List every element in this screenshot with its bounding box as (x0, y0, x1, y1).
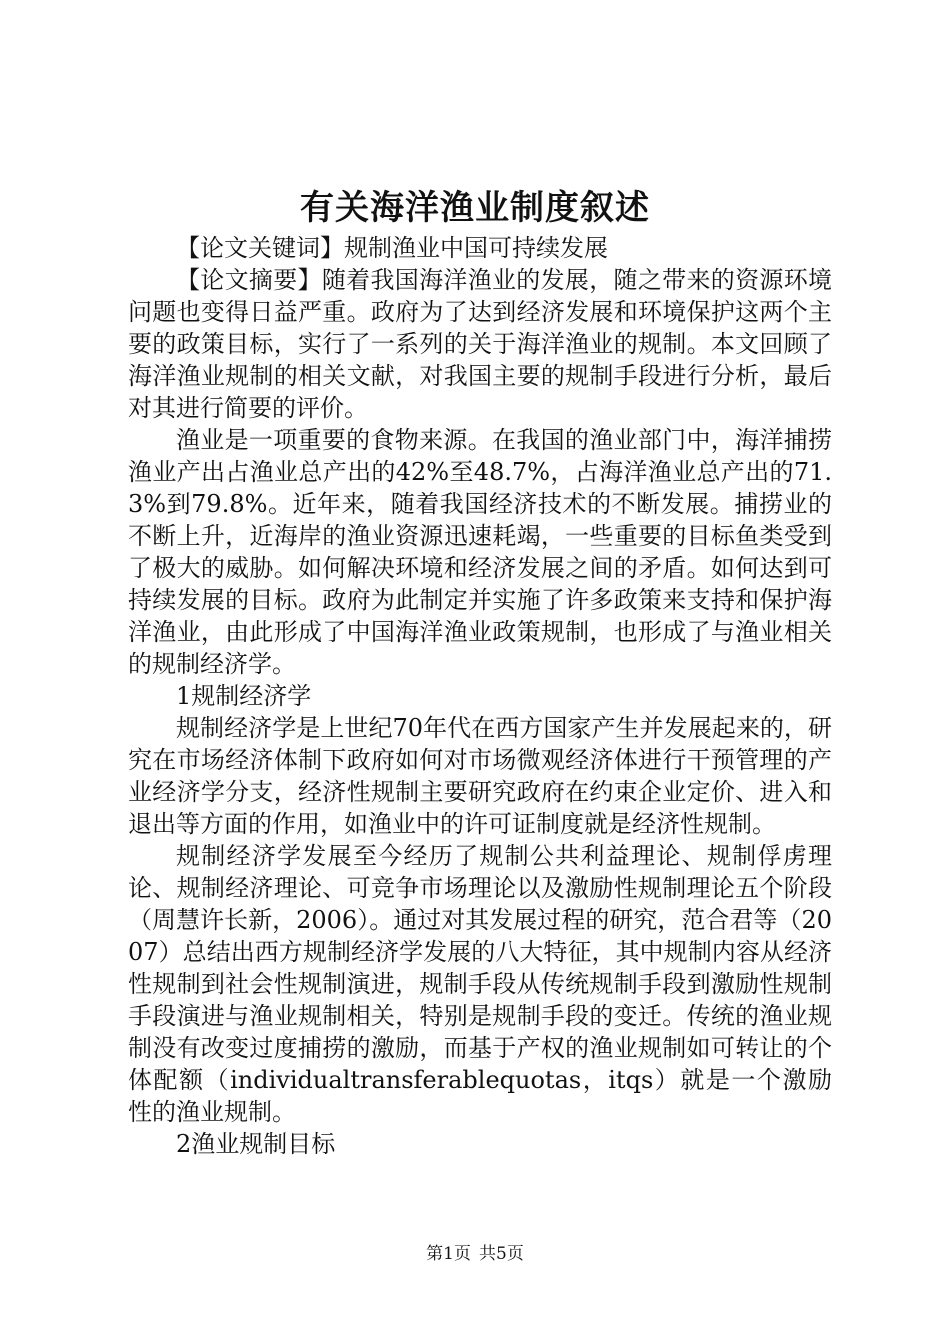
keywords-line: 【论文关键词】规制渔业中国可持续发展 (176, 234, 608, 262)
section-1-paragraph-2: 规制经济学发展至今经历了规制公共利益理论、规制俘虏理论、规制经济理论、可竞争市场理论以及激励性规制理论五个阶段（周慧许长新，2006）。通过对其发展过程的研究，范合君等（2007）总结出西方规制经济学发展的八大特征，其中规制内容从经济性规制到社会性规制演进，规制手段从传统规制手段到激励性规制手段演进与渔业规制相关，特别是规制手段的变迁。传统的渔业规制没有改变过度捕捞的激励，而基于产权的渔业规制如可转让的个体配额（individualtransferablequotas，itqs）就是一个激励性的渔业规制。 (128, 842, 832, 1126)
section-2-heading: 2渔业规制目标 (176, 1130, 336, 1158)
section-1-paragraph-1: 规制经济学是上世纪70年代在西方国家产生并发展起来的，研究在市场经济体制下政府如何对市场微观经济体进行干预管理的产业经济学分支，经济性规制主要研究政府在约束企业定价、进入和退出等方面的作用，如渔业中的许可证制度就是经济性规制。 (128, 714, 832, 838)
page-footer (0, 1242, 950, 1266)
page-number-total: 共5页 (479, 1244, 524, 1264)
page-number-current: 第1页 (426, 1244, 471, 1264)
section-1-heading: 1规制经济学 (176, 682, 312, 710)
document-title: 有关海洋渔业制度叙述 (300, 188, 650, 228)
abstract-paragraph: 【论文摘要】随着我国海洋渔业的发展，随之带来的资源环境问题也变得日益严重。政府为了达到经济发展和环境保护这两个主要的政策目标，实行了一系列的关于海洋渔业的规制。本文回顾了海洋渔业规制的相关文献，对我国主要的规制手段进行分析，最后对其进行简要的评价。 (128, 266, 832, 422)
document-body (128, 232, 832, 1160)
intro-paragraph: 渔业是一项重要的食物来源。在我国的渔业部门中，海洋捕捞渔业产出占渔业总产出的42%至48.7%，占海洋渔业总产出的71.3%到79.8%。近年来，随着我国经济技术的不断发展。捕捞业的不断上升，近海岸的渔业资源迅速耗竭，一些重要的目标鱼类受到了极大的威胁。如何解决环境和经济发展之间的矛盾。如何达到可持续发展的目标。政府为此制定并实施了许多政策来支持和保护海洋渔业，由此形成了中国海洋渔业政策规制，也形成了与渔业相关的规制经济学。 (128, 426, 832, 678)
